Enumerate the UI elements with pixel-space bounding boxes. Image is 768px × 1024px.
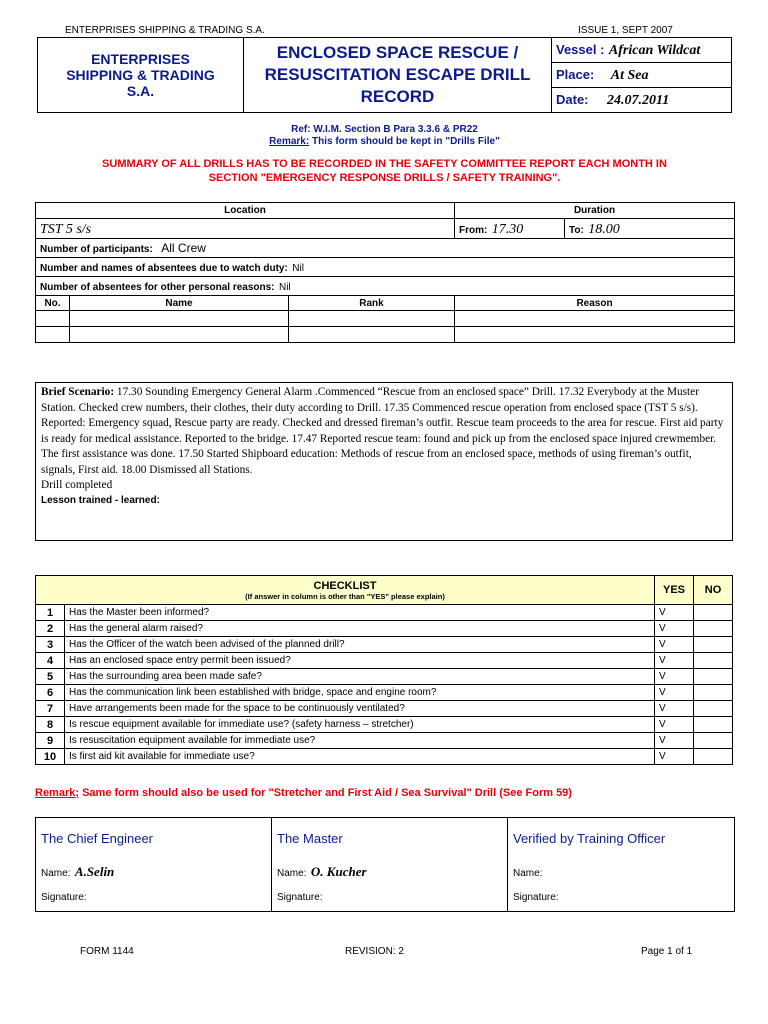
duration-header: Duration [455,203,735,219]
scenario-text-block [36,383,732,494]
footer-revision: REVISION: 2 [345,946,404,957]
chief-engineer-title: The Chief Engineer [36,818,272,860]
checklist-item-yes[interactable]: V [655,637,694,653]
training-name-cell [508,860,735,884]
company-cell [38,38,244,113]
checklist-item-number: 5 [36,669,65,685]
training-signature-label[interactable]: Signature: [508,884,735,912]
checklist-item-question: Has the Master been informed? [65,605,655,621]
company-line-2: SHIPPING & TRADING [66,67,215,83]
to-cell [565,219,735,239]
place-label: Place: [556,67,595,82]
checklist-title: CHECKLIST [313,579,377,592]
participants-value[interactable]: All Crew [161,241,206,255]
checklist-item-number: 10 [36,749,65,765]
absentee-name-cell[interactable] [70,327,289,343]
title-cell [244,38,552,113]
checklist-item-yes[interactable]: V [655,701,694,717]
summary-line-2: SECTION "EMERGENCY RESPONSE DRILLS / SAFETY TRAINING". [208,172,561,184]
checklist-item-number: 1 [36,605,65,621]
lesson-label: Lesson trained - learned: [41,494,160,506]
checklist-item-number: 6 [36,685,65,701]
checklist-item-question: Is resuscitation equipment available for immediate use? [65,733,655,749]
checklist-item-no[interactable] [694,605,733,621]
absentee-reason-cell[interactable] [455,327,735,343]
absentee-rank-cell[interactable] [289,327,455,343]
checklist-item-number: 2 [36,621,65,637]
checklist-item-no[interactable] [694,621,733,637]
place-cell [552,63,732,88]
table-row [36,311,735,327]
absentee-name-cell[interactable] [70,311,289,327]
checklist-item-yes[interactable]: V [655,653,694,669]
checklist-item-question: Has the general alarm raised? [65,621,655,637]
checklist-row [36,717,733,733]
checklist-row [36,621,733,637]
checklist-item-yes[interactable]: V [655,621,694,637]
absentees-other-value[interactable]: Nil [278,282,291,293]
checklist-item-question: Has the communication link been established with bridge, space and engine room? [65,685,655,701]
footer-form: FORM 1144 [80,946,134,957]
checklist-subtitle: (If answer in column is other than "YES" please explain) [245,591,445,601]
date-cell [552,88,732,113]
checklist-item-yes[interactable]: V [655,733,694,749]
checklist-item-yes[interactable]: V [655,749,694,765]
master-name-value[interactable]: O. Kucher [310,863,367,879]
absentee-no-cell[interactable] [36,311,70,327]
checklist-item-question: Have arrangements been made for the space to be continuously ventilated? [65,701,655,717]
vessel-label: Vessel : [556,42,605,57]
title-line-2: RESUSCITATION ESCAPE DRILL [264,65,531,84]
checklist-item-yes[interactable]: V [655,669,694,685]
checklist-item-question: Is rescue equipment available for immediate use? (safety harness – stretcher) [65,717,655,733]
remark-label: Remark: [269,136,310,147]
participants-row [36,239,735,258]
date-value[interactable]: 24.07.2011 [606,93,670,108]
checklist-item-number: 8 [36,717,65,733]
checklist-row [36,669,733,685]
vessel-value[interactable]: African Wildcat [608,43,701,58]
date-label: Date: [556,92,589,107]
absentees-other-label: Number of absentees for other personal reasons: [40,282,275,293]
summary-line-1: SUMMARY OF ALL DRILLS HAS TO BE RECORDED IN THE SAFETY COMMITTEE REPORT EACH MONTH IN [102,158,667,170]
checklist-row [36,637,733,653]
remark-line [37,136,732,147]
from-cell [455,219,565,239]
checklist-item-no[interactable] [694,733,733,749]
absentees-other-row [36,277,735,296]
participants-label: Number of participants: [40,244,153,255]
checklist-item-number: 4 [36,653,65,669]
checklist-item-yes[interactable]: V [655,605,694,621]
master-signature-label[interactable]: Signature: [272,884,508,912]
header-issue: ISSUE 1, SEPT 2007 [578,25,673,36]
company-line-1: ENTERPRISES [91,51,190,67]
checklist-item-number: 9 [36,733,65,749]
training-officer-title: Verified by Training Officer [508,818,735,860]
location-header: Location [36,203,455,219]
checklist-item-number: 3 [36,637,65,653]
checklist-item-yes[interactable]: V [655,685,694,701]
checklist-row [36,701,733,717]
chief-name-value[interactable]: A.Selin [74,863,115,879]
signature-table [35,817,735,912]
checklist-row [36,749,733,765]
title-line-3: RECORD [360,87,435,106]
title-line-1: ENCLOSED SPACE RESCUE / [276,43,519,62]
checklist-item-question: Is first aid kit available for immediate use? [65,749,655,765]
checklist-item-no[interactable] [694,701,733,717]
scenario-box [35,382,733,541]
checklist-item-no[interactable] [694,637,733,653]
checklist-item-yes[interactable]: V [655,717,694,733]
vessel-cell [552,38,732,63]
scenario-text[interactable]: 17.30 Sounding Emergency General Alarm .Commenced “Rescue from an enclosed space” Drill. 17.32 Everybody at the Muster Station. Checked crew numbers, their clothes, their duty according to Drill. 17.35 Commenced rescue operation from enclosed space (TST 5 s/s). Reported: Emergency squad, Rescue party are ready. Checked and dressed fireman’s outfit. Rescue team proceeds to the area for rescue. First aid party is ready for medical assistance. Reported to the bridge. 17.47 Reported rescue team: found and pick up from the enclosed space injured crewmember. The first assistance was done. 17.50 Started Shipboard education: Methods of rescue from an enclosed space, methods of using fireman’s outfit, signals, First aid. 18.00 Dismissed all Stations. [41,386,724,476]
master-title: The Master [272,818,508,860]
from-value[interactable]: 17.30 [491,221,524,237]
footer-page: Page 1 of 1 [641,946,693,957]
scenario-text-2[interactable]: Drill completed [41,479,113,491]
remark2-text: Same form should also be used for "Stretcher and First Aid / Sea Survival" Drill (See Form 59) [79,787,572,799]
absentees-watch-value[interactable]: Nil [292,263,304,274]
checklist-item-question: Has the surrounding area been made safe? [65,669,655,685]
to-label: To: [569,224,584,236]
absentees-watch-row [36,258,735,277]
checklist-item-question: Has the Officer of the watch been advised of the planned drill? [65,637,655,653]
checklist-table [35,575,733,765]
details-table [35,202,735,343]
col-name: Name [70,296,289,311]
from-label: From: [459,224,488,236]
absentee-no-cell[interactable] [36,327,70,343]
checklist-row [36,653,733,669]
title-block [37,37,732,113]
absentee-reason-cell[interactable] [455,311,735,327]
checklist-row [36,733,733,749]
company-line-3: S.A. [126,83,155,99]
chief-name-cell [36,860,272,884]
remark2-label: Remark; [35,787,80,799]
chief-signature-label[interactable]: Signature: [36,884,272,912]
checklist-item-question: Has an enclosed space entry permit been issued? [65,653,655,669]
chief-name-label: Name: [41,867,71,879]
location-value[interactable]: TST 5 s/s [40,221,92,237]
remark-text: This form should be kept in "Drills File" [309,136,500,147]
yes-header: YES [655,576,694,605]
checklist-row [36,605,733,621]
col-rank: Rank [289,296,455,311]
remark2-line [35,787,572,799]
checklist-row [36,685,733,701]
col-no: No. [36,296,70,311]
scenario-label: Brief Scenario: [41,386,115,398]
checklist-item-no[interactable] [694,717,733,733]
checklist-item-no[interactable] [694,669,733,685]
location-cell [36,219,455,239]
master-name-cell [272,860,508,884]
no-header: NO [694,576,733,605]
header-company: ENTERPRISES SHIPPING & TRADING S.A. [65,25,265,36]
reference-line: Ref: W.I.M. Section B Para 3.3.6 & PR22 [291,124,478,135]
to-value[interactable]: 18.00 [588,221,620,237]
checklist-item-no[interactable] [694,749,733,765]
checklist-item-number: 7 [36,701,65,717]
absentee-rank-cell[interactable] [289,311,455,327]
col-reason: Reason [455,296,735,311]
table-row [36,327,735,343]
absentees-watch-label: Number and names of absentees due to watch duty: [40,263,288,274]
master-name-label: Name: [277,867,307,879]
checklist-item-no[interactable] [694,653,733,669]
checklist-header [36,576,655,605]
training-name-label: Name: [513,867,543,879]
checklist-item-no[interactable] [694,685,733,701]
place-value[interactable]: At Sea [610,68,649,83]
